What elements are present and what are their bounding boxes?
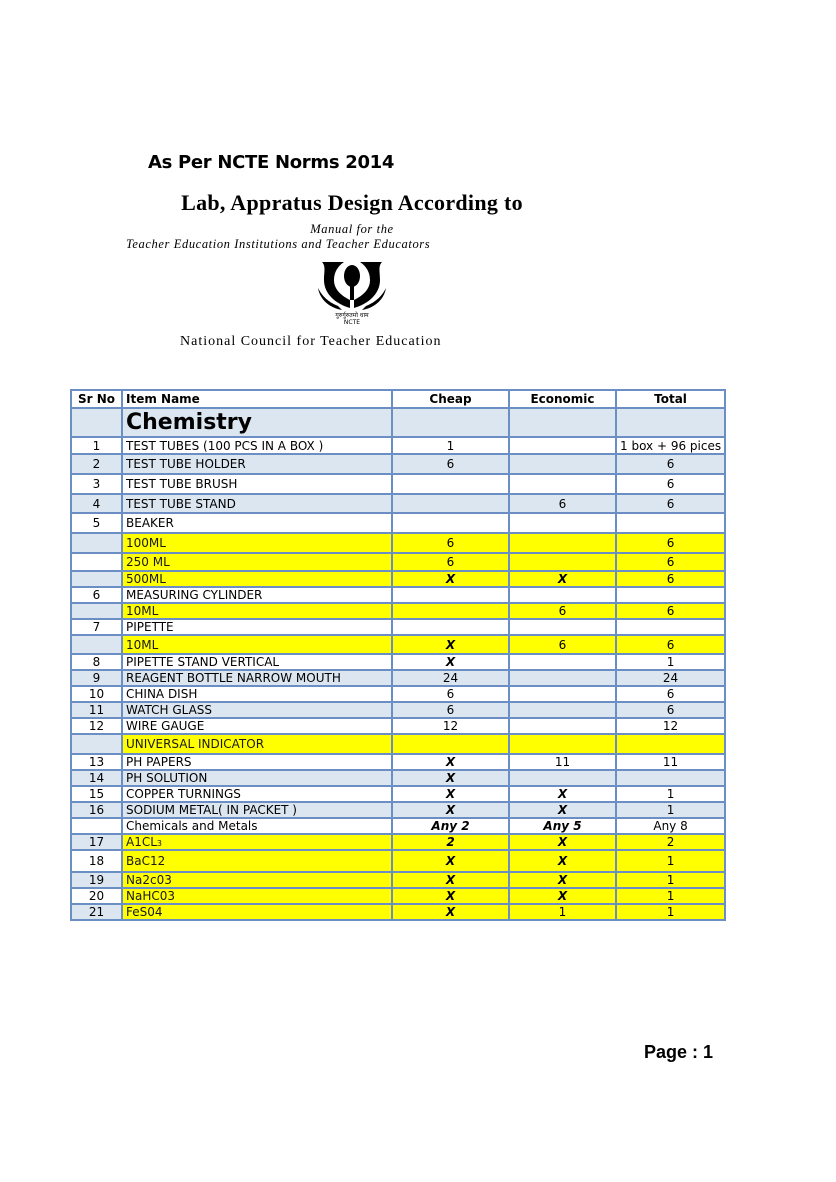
cell-total: 1 (616, 786, 725, 802)
cell-economic: 1 (509, 904, 616, 920)
table-row (71, 686, 725, 702)
cell-cheap: X (392, 802, 509, 818)
cell-total: 1 box + 96 pices (616, 437, 725, 454)
table-row (71, 654, 725, 670)
cell-sr: 9 (71, 670, 122, 686)
manual-line-2: Teacher Education Institutions and Teacher Educators (126, 237, 431, 251)
cell-economic: X (509, 571, 616, 587)
cell-sr: 1 (71, 437, 122, 454)
cell-cheap: 6 (392, 553, 509, 571)
cell-sr: 7 (71, 619, 122, 635)
cell-sr (71, 533, 122, 553)
cell-economic: X (509, 802, 616, 818)
cell-economic (509, 408, 616, 437)
cell-cheap: X (392, 904, 509, 920)
cell-cheap: X (392, 635, 509, 654)
cell-total: 2 (616, 834, 725, 850)
cell-economic (509, 686, 616, 702)
cell-economic: X (509, 850, 616, 872)
manual-line-1: Manual for the (310, 222, 394, 236)
cell-sr: 21 (71, 904, 122, 920)
cell-cheap: 1 (392, 437, 509, 454)
cell-total (616, 587, 725, 603)
table-row (71, 718, 725, 734)
banner (122, 190, 582, 252)
cell-economic: 6 (509, 603, 616, 619)
cell-sr (71, 553, 122, 571)
table-row-highlighted (71, 850, 725, 872)
cell-item-name: UNIVERSAL INDICATOR (122, 734, 392, 754)
table-row (71, 770, 725, 786)
section-row (71, 408, 725, 437)
cell-cheap: X (392, 770, 509, 786)
section-title-text: Chemistry (126, 410, 252, 435)
formula-base: A1CL (126, 835, 157, 849)
cell-item-name: TEST TUBE HOLDER (122, 454, 392, 474)
cell-item-name: TEST TUBE STAND (122, 494, 392, 513)
table-header-row (71, 390, 725, 408)
cell-total (616, 770, 725, 786)
cell-sr: 17 (71, 834, 122, 850)
cell-total: 1 (616, 888, 725, 904)
cell-item-name: 10ML (122, 603, 392, 619)
cell-cheap: 12 (392, 718, 509, 734)
table-row (71, 619, 725, 635)
cell-total (616, 619, 725, 635)
cell-total: 1 (616, 850, 725, 872)
table-row (71, 494, 725, 513)
cell-sr: 3 (71, 474, 122, 494)
cell-total: 1 (616, 654, 725, 670)
table-row (71, 670, 725, 686)
cell-economic: 6 (509, 635, 616, 654)
cell-item-name: NaHC03 (122, 888, 392, 904)
cell-item-name: Na2c03 (122, 872, 392, 888)
cell-total: 1 (616, 802, 725, 818)
cell-total: 6 (616, 686, 725, 702)
col-header-total: Total (616, 390, 725, 408)
table-row-highlighted (71, 603, 725, 619)
cell-sr: 6 (71, 587, 122, 603)
cell-item-name: PIPETTE STAND VERTICAL (122, 654, 392, 670)
cell-sr: 13 (71, 754, 122, 770)
cell-item-name (122, 834, 392, 850)
cell-item-name: MEASURING CYLINDER (122, 587, 392, 603)
cell-economic (509, 587, 616, 603)
cell-economic (509, 702, 616, 718)
cell-cheap: X (392, 850, 509, 872)
cell-item-name: TEST TUBES (100 PCS IN A BOX ) (122, 437, 392, 454)
cell-sr: 11 (71, 702, 122, 718)
council-name: National Council for Teacher Education (180, 334, 442, 349)
cell-total: 6 (616, 494, 725, 513)
table-row (71, 454, 725, 474)
cell-cheap: X (392, 888, 509, 904)
cell-sr: 5 (71, 513, 122, 533)
cell-economic (509, 619, 616, 635)
cell-item-name: 250 ML (122, 553, 392, 571)
table-row-highlighted (71, 888, 725, 904)
cell-item-name: FeS04 (122, 904, 392, 920)
cell-cheap (392, 474, 509, 494)
cell-cheap (392, 513, 509, 533)
cell-cheap: 6 (392, 686, 509, 702)
cell-item-name: TEST TUBE BRUSH (122, 474, 392, 494)
cell-economic (509, 770, 616, 786)
cell-total: 24 (616, 670, 725, 686)
cell-economic (509, 734, 616, 754)
cell-cheap: X (392, 786, 509, 802)
cell-cheap: X (392, 571, 509, 587)
cell-cheap: X (392, 872, 509, 888)
cell-item-name: 10ML (122, 635, 392, 654)
cell-cheap (392, 603, 509, 619)
cell-sr: 18 (71, 850, 122, 872)
cell-total: 6 (616, 635, 725, 654)
cell-total: Any 8 (616, 818, 725, 834)
cell-sr: 15 (71, 786, 122, 802)
cell-total (616, 408, 725, 437)
table-row-highlighted (71, 533, 725, 553)
page-number: Page : 1 (644, 1042, 714, 1062)
cell-economic: X (509, 872, 616, 888)
cell-economic (509, 437, 616, 454)
cell-economic (509, 533, 616, 553)
banner-title: Lab, Appratus Design According to (181, 190, 523, 215)
cell-total: 12 (616, 718, 725, 734)
cell-sr: 10 (71, 686, 122, 702)
cell-total: 6 (616, 702, 725, 718)
cell-sr: 16 (71, 802, 122, 818)
cell-cheap: 6 (392, 533, 509, 553)
table-row (71, 474, 725, 494)
cell-cheap: X (392, 754, 509, 770)
col-header-cheap: Cheap (392, 390, 509, 408)
table-row-highlighted (71, 571, 725, 587)
cell-economic (509, 718, 616, 734)
ncte-emblem-icon (316, 260, 388, 312)
table-row (71, 587, 725, 603)
cell-cheap (392, 587, 509, 603)
cell-item-name: WIRE GAUGE (122, 718, 392, 734)
cell-item-name: 500ML (122, 571, 392, 587)
cell-total: 6 (616, 474, 725, 494)
norms-subtitle: As Per NCTE Norms 2014 (148, 152, 395, 173)
formula-subscript: 3 (156, 839, 163, 848)
cell-total: 6 (616, 454, 725, 474)
cell-sr: 12 (71, 718, 122, 734)
cell-sr (71, 734, 122, 754)
cell-cheap: 24 (392, 670, 509, 686)
cell-total: 6 (616, 553, 725, 571)
cell-economic: 11 (509, 754, 616, 770)
cell-item-name: PH PAPERS (122, 754, 392, 770)
cell-total: 1 (616, 872, 725, 888)
cell-item-name: WATCH GLASS (122, 702, 392, 718)
logo-motto: गुरुर्गुरुतमो धाम (335, 312, 369, 319)
cell-sr (71, 603, 122, 619)
cell-item-name: Chemicals and Metals (122, 818, 392, 834)
apparatus-table (70, 389, 726, 921)
cell-sr: 2 (71, 454, 122, 474)
cell-total (616, 734, 725, 754)
logo-abbreviation: NCTE (343, 319, 361, 326)
table-row (71, 702, 725, 718)
cell-sr (71, 408, 122, 437)
cell-economic (509, 553, 616, 571)
table-row-highlighted (71, 734, 725, 754)
table-row-highlighted (71, 553, 725, 571)
cell-economic (509, 654, 616, 670)
col-header-sr-no: Sr No (71, 390, 122, 408)
cell-cheap: Any 2 (392, 818, 509, 834)
cell-sr: 4 (71, 494, 122, 513)
cell-item-name: SODIUM METAL( IN PACKET ) (122, 802, 392, 818)
cell-cheap: X (392, 654, 509, 670)
ncte-logo (316, 260, 388, 330)
cell-cheap (392, 734, 509, 754)
table-row-highlighted (71, 635, 725, 654)
cell-sr: 8 (71, 654, 122, 670)
table-row-subheader (71, 818, 725, 834)
cell-item-name: PIPETTE (122, 619, 392, 635)
cell-economic: X (509, 834, 616, 850)
cell-economic: X (509, 786, 616, 802)
cell-item-name: REAGENT BOTTLE NARROW MOUTH (122, 670, 392, 686)
cell-total: 6 (616, 603, 725, 619)
col-header-economic: Economic (509, 390, 616, 408)
cell-item-name: BaC12 (122, 850, 392, 872)
cell-sr (71, 818, 122, 834)
cell-item-name: COPPER TURNINGS (122, 786, 392, 802)
cell-sr: 20 (71, 888, 122, 904)
cell-sr (71, 635, 122, 654)
col-header-item-name: Item Name (122, 390, 392, 408)
table-row (71, 754, 725, 770)
cell-sr: 14 (71, 770, 122, 786)
cell-cheap (392, 494, 509, 513)
cell-total: 11 (616, 754, 725, 770)
table-row-highlighted (71, 904, 725, 920)
cell-cheap (392, 408, 509, 437)
section-title (122, 408, 392, 437)
cell-item-name: 100ML (122, 533, 392, 553)
cell-sr (71, 571, 122, 587)
cell-sr: 19 (71, 872, 122, 888)
cell-economic: X (509, 888, 616, 904)
cell-total (616, 513, 725, 533)
cell-item-name: CHINA DISH (122, 686, 392, 702)
cell-economic (509, 474, 616, 494)
table-row (71, 786, 725, 802)
cell-total: 1 (616, 904, 725, 920)
cell-cheap: 6 (392, 702, 509, 718)
cell-economic: 6 (509, 494, 616, 513)
table-row (71, 513, 725, 533)
cell-item-name: PH SOLUTION (122, 770, 392, 786)
table-row (71, 437, 725, 454)
cell-economic (509, 513, 616, 533)
table-row (71, 802, 725, 818)
cell-economic (509, 454, 616, 474)
table-row-highlighted (71, 872, 725, 888)
cell-cheap: 2 (392, 834, 509, 850)
cell-economic (509, 670, 616, 686)
cell-cheap: 6 (392, 454, 509, 474)
cell-total: 6 (616, 571, 725, 587)
cell-economic: Any 5 (509, 818, 616, 834)
cell-total: 6 (616, 533, 725, 553)
cell-cheap (392, 619, 509, 635)
cell-item-name: BEAKER (122, 513, 392, 533)
table-row-highlighted (71, 834, 725, 850)
